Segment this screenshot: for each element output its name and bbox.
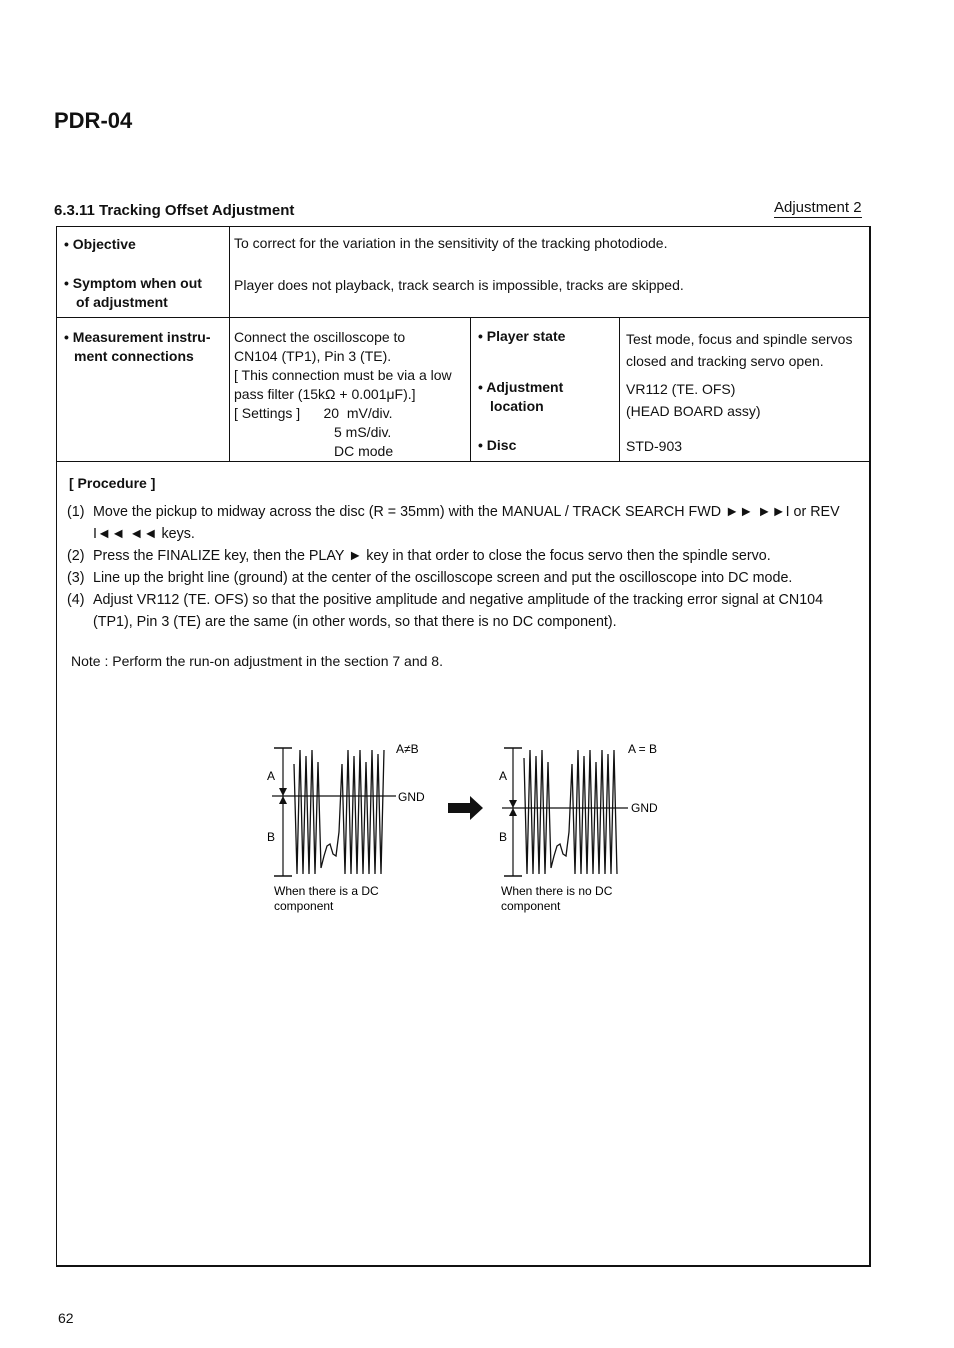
procedure-step: (3) Line up the bright line (ground) at the center of the oscilloscope screen and put the oscilloscope into DC mode.: [67, 570, 793, 586]
procedure-step: (1) Move the pickup to midway across the disc (R = 35mm) with the MANUAL / TRACK SEARCH FWD ►► ►►I or REV I◄◄ ◄◄ keys.: [67, 504, 840, 542]
symptom-label: • Symptom when out of adjustment: [64, 275, 202, 310]
caption-line: component: [501, 899, 561, 913]
disc-label: • Disc: [478, 437, 517, 453]
procedure-step: (2) Press the FINALIZE key, then the PLAY ► key in that order to close the focus servo then the spindle servo.: [67, 548, 771, 564]
table-column-divider: [229, 227, 230, 461]
label-a: A: [267, 769, 276, 783]
table-divider: [57, 317, 869, 318]
caption-line: When there is a DC: [274, 884, 379, 898]
adjustment-category: Adjustment 2: [774, 199, 862, 216]
page-number: 62: [58, 1310, 74, 1326]
section-title: 6.3.11 Tracking Offset Adjustment: [54, 202, 295, 219]
disc-text: STD-903: [626, 438, 683, 454]
table-column-divider: [470, 318, 471, 461]
table-column-divider: [619, 318, 620, 461]
objective-text: To correct for the variation in the sensitivity of the tracking photodiode.: [234, 235, 668, 251]
arrow-right-icon: [448, 796, 483, 820]
relation-label: A = B: [628, 742, 658, 756]
caption-line: When there is no DC: [501, 884, 613, 898]
player-state-label: • Player state: [478, 328, 566, 344]
measurement-text: Connect the oscilloscope to CN104 (TP1), Pin 3 (TE). [ This connection must be via a low pass filter (15kΩ + 0.001μF).] [ Settings ] 20 mV/div. 5 mS/div. DC mode: [234, 329, 452, 459]
gnd-label: GND: [631, 801, 658, 815]
gnd-label: GND: [398, 790, 425, 804]
label-a: A: [499, 769, 508, 783]
procedure-title: [ Procedure ]: [69, 475, 156, 491]
label-b: B: [267, 830, 276, 844]
procedure-note: Note : Perform the run-on adjustment in the section 7 and 8.: [71, 653, 443, 669]
table-divider: [57, 461, 869, 462]
waveform-no-dc: [499, 742, 658, 913]
procedure-step: (4) Adjust VR112 (TE. OFS) so that the positive amplitude and negative amplitude of the tracking error signal at CN104 (TP1), Pin 3 (TE) are the same (in other words, so that there is no DC component).: [67, 592, 824, 630]
model-title: PDR-04: [54, 108, 133, 133]
waveform-diagram: [250, 736, 700, 926]
measurement-label: • Measurement instru- ment connections: [64, 329, 211, 364]
adjustment-location-label: • Adjustment location: [478, 379, 564, 414]
player-state-text: Test mode, focus and spindle servos closed and tracking servo open.: [626, 331, 853, 369]
symptom-text: Player does not playback, track search is impossible, tracks are skipped.: [234, 277, 684, 293]
procedure-steps: [67, 501, 857, 633]
relation-label: A≠B: [396, 742, 419, 756]
caption-line: component: [274, 899, 334, 913]
waveform-dc-offset: [267, 742, 425, 913]
label-b: B: [499, 830, 508, 844]
adjustment-location-text: VR112 (TE. OFS) (HEAD BOARD assy): [626, 381, 761, 419]
objective-label: • Objective: [64, 236, 136, 252]
